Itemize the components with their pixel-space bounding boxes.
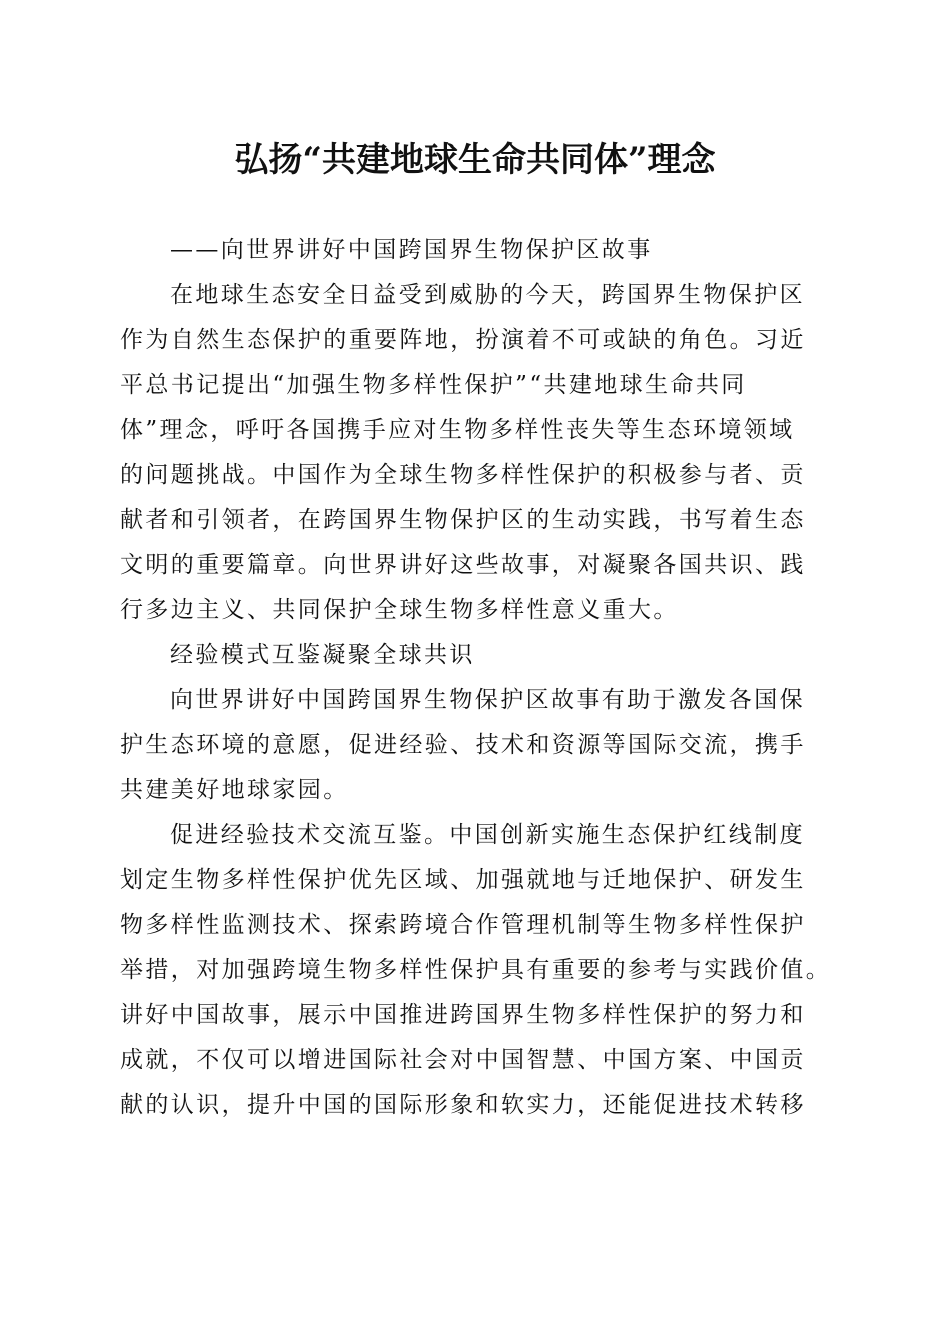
paragraph-1-line-4: 体”理念，呼吁各国携手应对生物多样性丧失等生态环境领域 (120, 417, 795, 443)
paragraph-2-line-1: 向世界讲好中国跨国界生物保护区故事有助于激发各国保 (170, 687, 805, 713)
document-title: 弘扬“共建地球生命共同体”理念 (234, 140, 716, 180)
paragraph-1-line-6: 献者和引领者，在跨国界生物保护区的生动实践，书写着生态 (120, 507, 806, 533)
paragraph-2-line-2: 护生态环境的意愿，促进经验、技术和资源等国际交流，携手 (120, 732, 806, 758)
paragraph-2-line-3: 共建美好地球家园。 (120, 777, 349, 803)
section-heading: 经验模式互鉴凝聚全球共识 (170, 642, 475, 668)
paragraph-3-line-4: 举措，对加强跨境生物多样性保护具有重要的参考与实践价值。 (120, 957, 832, 983)
paragraph-1-line-1: 在地球生态安全日益受到威胁的今天，跨国界生物保护区 (170, 282, 805, 308)
paragraph-1-line-8: 行多边主义、共同保护全球生物多样性意义重大。 (120, 597, 679, 623)
paragraph-1-line-2: 作为自然生态保护的重要阵地，扮演着不可或缺的角色。习近 (120, 327, 806, 353)
paragraph-3-line-2: 划定生物多样性保护优先区域、加强就地与迁地保护、研发生 (120, 867, 806, 893)
paragraph-3-line-6: 成就，不仅可以增进国际社会对中国智慧、中国方案、中国贡 (120, 1047, 806, 1073)
document-body (120, 228, 830, 1128)
paragraph-1-line-3: 平总书记提出“加强生物多样性保护”“共建地球生命共同 (120, 372, 747, 398)
paragraph-3-line-1: 促进经验技术交流互鉴。中国创新实施生态保护红线制度 (170, 822, 805, 848)
paragraph-3-line-7: 献的认识，提升中国的国际形象和软实力，还能促进技术转移 (120, 1092, 806, 1118)
paragraph-1-line-5: 的问题挑战。中国作为全球生物多样性保护的积极参与者、贡 (120, 462, 806, 488)
document-subtitle: ——向世界讲好中国跨国界生物保护区故事 (170, 237, 653, 263)
paragraph-3-line-5: 讲好中国故事，展示中国推进跨国界生物多样性保护的努力和 (120, 1002, 806, 1028)
paragraph-1-line-7: 文明的重要篇章。向世界讲好这些故事，对凝聚各国共识、践 (120, 552, 806, 578)
paragraph-3-line-3: 物多样性监测技术、探索跨境合作管理机制等生物多样性保护 (120, 912, 806, 938)
